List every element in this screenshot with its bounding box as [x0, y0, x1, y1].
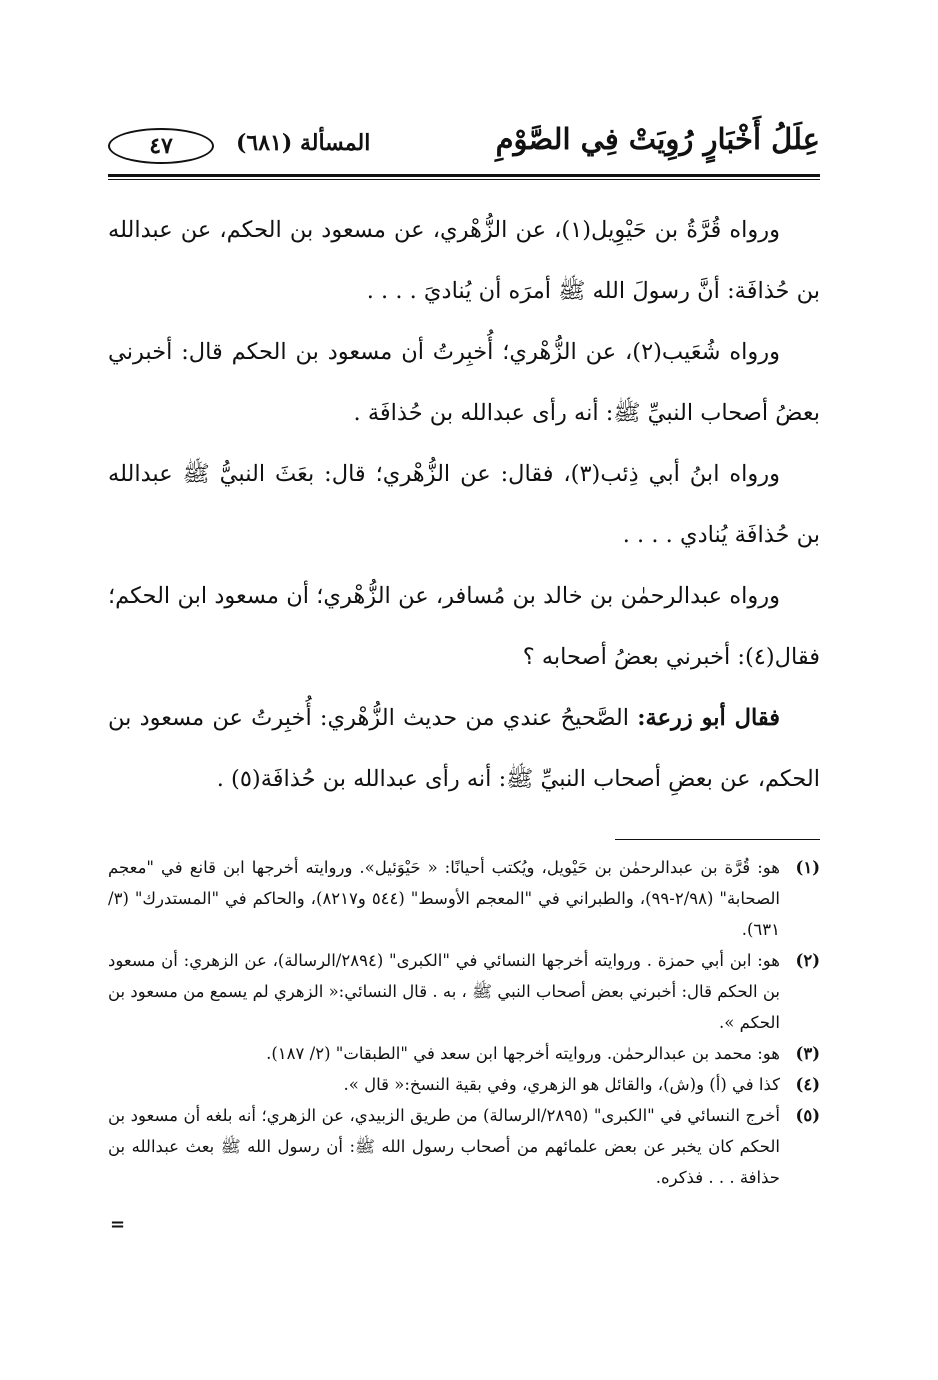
paragraph-text: الصَّحيحُ عندي من حديث الزُّهْري: أُخبِرتُ عن مسعود بن الحكم، عن بعضِ أصحاب النبيِّ ﷺ: أنه رأى عبدالله بن حُذافَة(٥) .	[108, 705, 820, 792]
footnote-text: هو: قُرَّة بن عبدالرحمٰن بن حَيْويل، ويُكتب أحيانًا: « حَيْوَئيل». وروايته أخرجها ابن قانع في "معجم الصحابة" (٢/٩٨-٩٩)، والطبراني في "المعجم الأوسط" (٥٤٤ و٨٢١٧)، والحاكم في "المستدرك" (٣/ ٦٣١).	[108, 858, 781, 939]
footnote-text: أخرج النسائي في "الكبرى" (٢٨٩٥/الرسالة) من طريق الزبيدي، عن الزهري؛ أنه بلغه أن مسعود بن الحكم كان يخبر عن بعض علمائهم من أصحاب رسول الله ﷺ: أن رسول الله ﷺ بعث عبدالله بن حذافة . . . فذكره.	[108, 1106, 780, 1187]
footnote-text: هو: محمد بن عبدالرحمٰن. وروايته أخرجها ابن سعد في "الطبقات" (٢/ ١٨٧).	[266, 1044, 780, 1063]
paragraph-4	[108, 566, 820, 688]
footnote-rule	[615, 839, 820, 840]
paragraph-text: ورواه قُرَّةُ بن حَيْوِيل(١)، عن الزُّهْري، عن مسعود بن الحكم، عن عبدالله بن حُذافَة: أنَّ رسولَ الله ﷺ أمرَه أن يُناديَ . . . .	[108, 217, 820, 304]
header-rule-thick	[108, 174, 820, 177]
footnote-number: (٣)	[795, 1044, 820, 1063]
footnote-number: (٤)	[795, 1075, 820, 1094]
footnote-number: (١)	[795, 858, 820, 877]
page-number	[108, 128, 214, 164]
footnote-number: (٢)	[795, 951, 820, 970]
footnote-text: هو: ابن أبي حمزة . وروايته أخرجها النسائي في "الكبرى" (٢٨٩٤/الرسالة)، عن الزهري: أن مسعود بن الحكم قال: أخبرني بعض أصحاب النبي ﷺ ، به . قال النسائي:« الزهري لم يسمع من مسعود بن الحكم ».	[108, 951, 781, 1032]
footnotes	[108, 852, 820, 1193]
footnote-5	[108, 1100, 820, 1193]
paragraph-text: ورواه شُعَيب(٢)، عن الزُّهْري؛ أُخبِرتُ أن مسعود بن الحكم قال: أخبرني بعضُ أصحاب النبيِّ ﷺ: أنه رأى عبدالله بن حُذافَة .	[108, 339, 820, 426]
footnote-text: كذا في (أ) و(ش)، والقائل هو الزهري، وفي بقية النسخ:« قال ».	[343, 1075, 780, 1094]
page-number-text: ٤٧	[149, 133, 173, 159]
continuation-mark: =	[110, 1214, 126, 1235]
paragraph-5	[108, 688, 820, 810]
running-header	[108, 118, 820, 174]
paragraph-3	[108, 444, 820, 566]
paragraph-2	[108, 322, 820, 444]
paragraph-1	[108, 200, 820, 322]
footnote-number: (٥)	[795, 1106, 820, 1125]
main-text	[108, 200, 820, 810]
footnote-4	[108, 1069, 820, 1100]
paragraph-lead: فقال أبو زرعة:	[637, 705, 780, 731]
paragraph-text: ورواه عبدالرحمٰن بن خالد بن مُسافر، عن الزُّهْري؛ أن مسعود ابن الحكم؛ فقال(٤): أخبرني بعضُ أصحابه ؟	[108, 583, 820, 670]
paragraph-text: ورواه ابنُ أبي ذِئب(٣)، فقال: عن الزُّهْري؛ قال: بعَثَ النبيُّ ﷺ عبدالله بن حُذافَة يُنادي . . . .	[108, 461, 820, 548]
book-title: عِلَلُ أَخْبَارٍ رُوِيَتْ فِي الصَّوْمِ	[495, 122, 820, 156]
footnote-3	[108, 1038, 820, 1069]
issue-label: المسألة (٦٨١)	[236, 130, 371, 156]
footnote-1	[108, 852, 820, 945]
header-rule-thin	[108, 179, 820, 180]
footnote-2	[108, 945, 820, 1038]
